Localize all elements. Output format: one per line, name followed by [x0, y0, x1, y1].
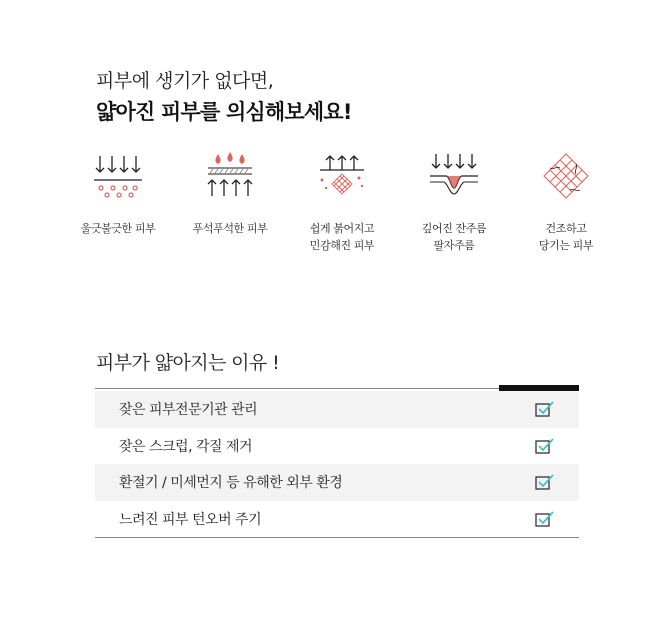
symptom-item [398, 150, 510, 254]
checkbox-checked-icon [535, 511, 555, 527]
checkbox-checked-icon [535, 438, 555, 454]
symptom-item [286, 150, 398, 254]
reason-text: 환절기 / 미세먼지 등 유해한 외부 환경 [119, 475, 343, 492]
symptom-label: 쉽게 붉어지고 민감해진 피부 [309, 222, 375, 252]
symptom-item [174, 150, 286, 237]
reason-row [95, 391, 579, 428]
symptom-item [510, 150, 622, 254]
dry-flaky-skin-icon [200, 150, 260, 202]
bottom-divider [95, 537, 579, 538]
symptom-label: 깊어진 잔주름 팔자주름 [421, 222, 487, 252]
reason-row [95, 464, 579, 501]
reason-text: 느려진 피부 턴오버 주기 [119, 511, 262, 528]
reasons-title: 피부가 얇아지는 이유 ! [96, 352, 280, 374]
checkbox-checked-icon [535, 401, 555, 417]
symptom-label: 울긋불긋한 피부 [80, 222, 156, 235]
headline [96, 66, 616, 128]
deep-wrinkle-icon [424, 150, 484, 202]
reason-text: 잦은 스크럽, 각질 제거 [119, 438, 253, 455]
reason-row [95, 428, 579, 465]
symptom-list [62, 150, 622, 260]
bumpy-skin-icon [88, 150, 148, 202]
symptom-item [62, 150, 174, 237]
symptom-label: 푸석푸석한 피부 [192, 222, 268, 235]
headline-line-1: 피부에 생기가 없다면, [96, 70, 274, 92]
reason-text: 잦은 피부전문기관 관리 [119, 402, 258, 419]
checkbox-checked-icon [535, 474, 555, 490]
dry-tight-skin-icon [536, 150, 596, 202]
symptom-label: 건조하고 당기는 피부 [538, 222, 594, 252]
reasons-list [95, 385, 579, 538]
sensitive-redness-icon [312, 150, 372, 202]
headline-line-2: 얇아진 피부를 의심해보세요! [96, 100, 352, 124]
reason-row [95, 501, 579, 538]
